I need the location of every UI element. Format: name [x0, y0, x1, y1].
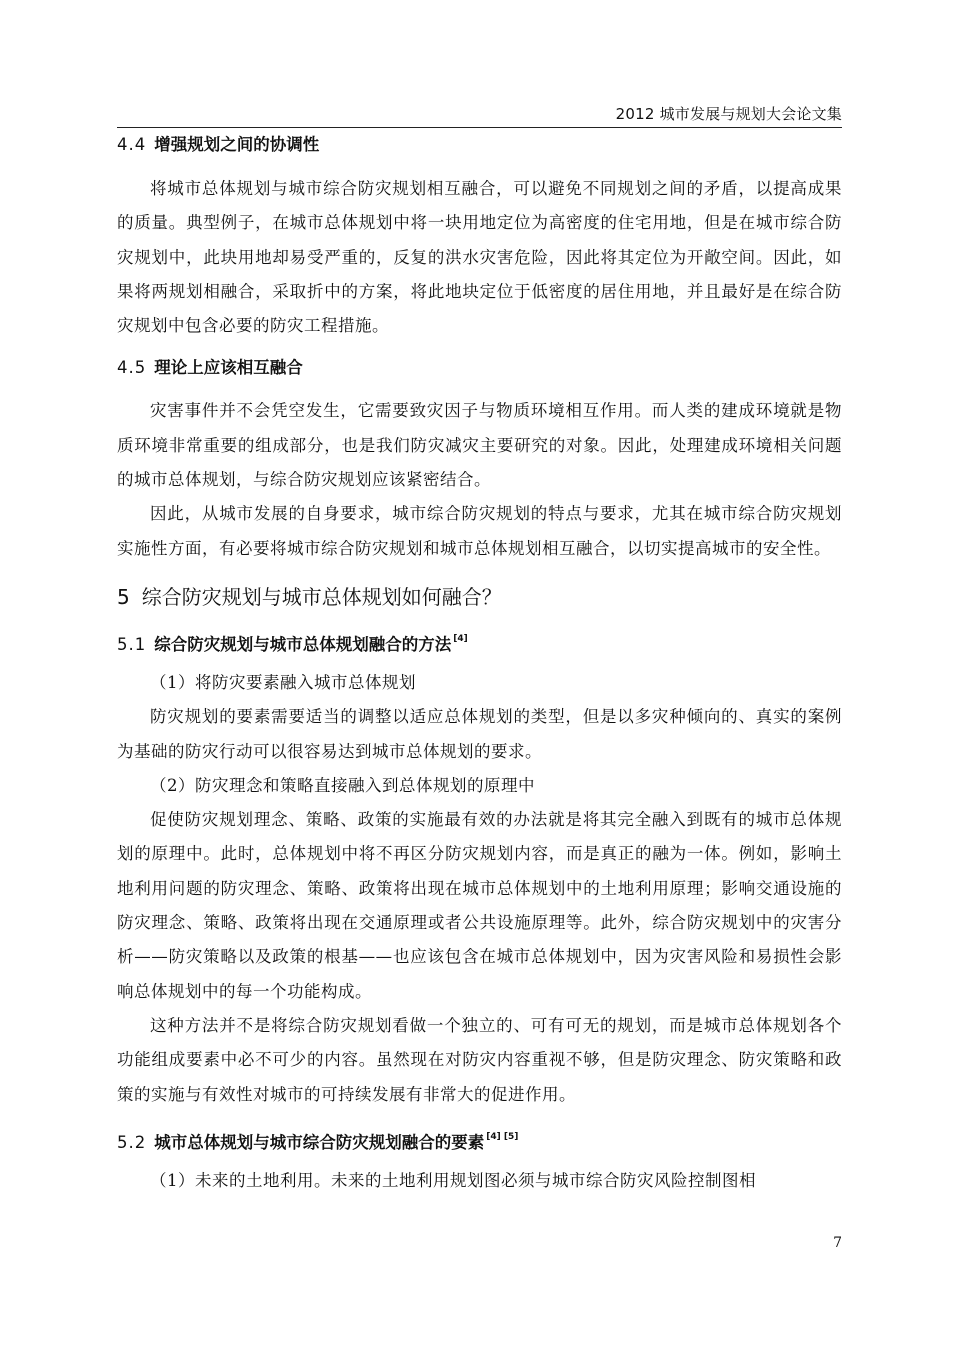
- paragraph: 将城市总体规划与城市综合防灾规划相互融合，可以避免不同规划之间的矛盾，以提高成果的质量。典型例子，在城市总体规划中将一块用地定位为高密度的住宅用地，但是在城市综合防灾规划中，此块用地却易受严重的，反复的洪水灾害危险，因此将其定位为开敞空间。因此，如果将两规划相融合，采取折中的方案，将此地块定位于低密度的居住用地，并且最好是在综合防灾规划中包含必要的防灾工程措施。: [117, 179, 842, 336]
- section-number: 5.2: [117, 1132, 147, 1152]
- section-title: 综合防灾规划与城市总体规划如何融合？: [141, 584, 502, 609]
- list-item: （2）防灾理念和策略直接融入到总体规划的原理中: [150, 775, 535, 795]
- section-4-4-heading: [117, 130, 842, 160]
- section-5-2-heading: [117, 1122, 842, 1152]
- list-item: （1）未来的土地利用。未来的土地利用规划图必须与城市综合防灾风险控制图相: [150, 1170, 756, 1190]
- section-5-1-heading: [117, 624, 842, 654]
- paragraph: 促使防灾规划理念、策略、政策的实施最有效的办法就是将其完全融入到既有的城市总体规划的原理中。此时，总体规划中将不再区分防灾规划内容，而是真正的融为一体。例如，影响土地利用问题的防灾理念、策略、政策将出现在城市总体规划中的土地利用原理；影响交通设施的防灾理念、策略、政策将出现在交通原理或者公共设施原理等。此外，综合防灾规划中的灾害分析——防灾策略以及政策的根基——也应该包含在城市总体规划中，因为灾害风险和易损性会影响总体规划中的每一个功能构成。: [117, 810, 842, 1001]
- citation-ref: [4] [5]: [486, 1131, 519, 1142]
- paragraph: 这种方法并不是将综合防灾规划看做一个独立的、可有可无的规划，而是城市总体规划各个功能组成要素中必不可少的内容。虽然现在对防灾内容重视不够，但是防灾理念、防灾策略和政策的实施与有效性对城市的可持续发展有非常大的促进作用。: [117, 1015, 842, 1104]
- citation-ref: [4]: [453, 633, 468, 644]
- paragraph: 防灾规划的要素需要适当的调整以适应总体规划的类型，但是以多灾种倾向的、真实的案例为基础的防灾行动可以很容易达到城市总体规划的要求。: [117, 707, 842, 761]
- header-rule: [117, 127, 842, 128]
- paragraph: 灾害事件并不会凭空发生，它需要致灾因子与物质环境相互作用。而人类的建成环境就是物质环境非常重要的组成部分，也是我们防灾减灾主要研究的对象。因此，处理建成环境相关问题的城市总体规划，与综合防灾规划应该紧密结合。: [117, 401, 842, 490]
- paragraph: 因此，从城市发展的自身要求，城市综合防灾规划的特点与要求，尤其在城市综合防灾规划实施性方面，有必要将城市综合防灾规划和城市总体规划相互融合，以切实提高城市的安全性。: [117, 504, 842, 558]
- list-item: （1）将防灾要素融入城市总体规划: [150, 672, 416, 692]
- running-header: 2012 城市发展与规划大会论文集: [615, 105, 842, 123]
- section-title: 综合防灾规划与城市总体规划融合的方法: [154, 634, 452, 654]
- section-4-5-heading: [117, 353, 842, 383]
- section-number: 4.5: [117, 358, 147, 378]
- section-title: 城市总体规划与城市综合防灾规划融合的要素: [154, 1132, 485, 1152]
- section-number: 4.4: [117, 135, 147, 154]
- page-number: 7: [833, 1235, 842, 1251]
- section-title: 理论上应该相互融合: [154, 358, 303, 378]
- section-title: 增强规划之间的协调性: [154, 135, 320, 154]
- section-5-heading: [117, 580, 842, 614]
- page-content: [117, 130, 842, 1198]
- section-number: 5: [117, 584, 130, 609]
- section-number: 5.1: [117, 634, 147, 654]
